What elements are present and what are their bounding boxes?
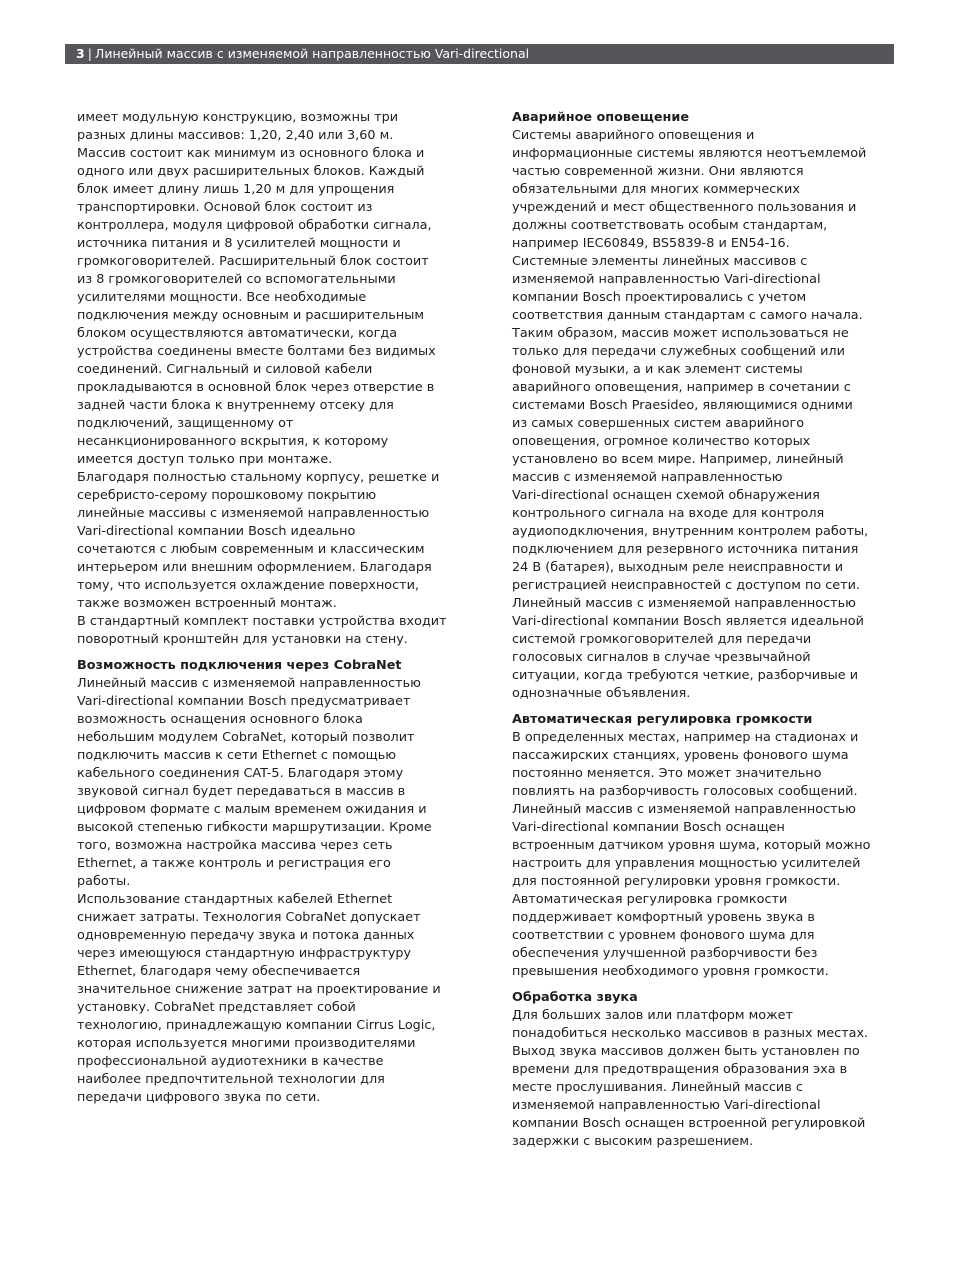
text-line: усилителями мощности. Все необходимые <box>77 290 367 305</box>
text-line: небольшим модулем CobraNet, который позволит <box>77 730 415 745</box>
text-line: также возможен встроенный монтаж. <box>77 596 337 611</box>
text-line: частью современной жизни. Они являются <box>512 164 804 179</box>
text-line: оповещения, огромное количество которых <box>512 434 811 449</box>
right-column <box>512 109 902 1151</box>
text-line: Использование стандартных кабелей Ethernet <box>77 892 393 907</box>
steel-paragraph <box>77 469 469 613</box>
text-line: задней части блока к внутреннему отсеку для <box>77 398 394 413</box>
text-line: серебристо-серому порошковому покрытию <box>77 488 377 503</box>
text-line: сочетаются с любым современным и классическим <box>77 542 425 557</box>
text-line: из 8 громкоговорителей со вспомогательными <box>77 272 396 287</box>
text-line: через имеющуюся стандартную инфраструктуру <box>77 946 412 961</box>
text-line: наиболее предпочтительной технологии для <box>77 1072 385 1087</box>
text-line: массив с изменяемой направленностью <box>512 470 783 485</box>
text-line: подключить массив к сети Ethernet с помощью <box>77 748 397 763</box>
text-line: Автоматическая регулировка громкости <box>512 892 788 907</box>
cobranet-paragraph <box>77 675 469 891</box>
text-line: устройства соединены вместе болтами без видимых <box>77 344 436 359</box>
text-line: голосовых сигналов в случае чрезвычайной <box>512 650 811 665</box>
text-line: установлено во всем мире. Например, линейный <box>512 452 844 467</box>
text-line: встроенным датчиком уровня шума, который можно <box>512 838 871 853</box>
text-line: обязательными для многих коммерческих <box>512 182 800 197</box>
text-line: одного или двух расширительных блоков. Каждый <box>77 164 425 179</box>
text-line: имеется доступ только при монтаже. <box>77 452 333 467</box>
text-line: поворотный кронштейн для установки на стену. <box>77 632 408 647</box>
text-line: звуковой сигнал будет передаваться в массив в <box>77 784 406 799</box>
text-line: транспортировки. Основой блок состоит из <box>77 200 373 215</box>
text-line: подключением для резервного источника питания <box>512 542 859 557</box>
text-line: постоянно меняется. Это может значительно <box>512 766 822 781</box>
text-line: соответствия данным стандартам с самого начала. <box>512 308 863 323</box>
header-separator: | <box>87 46 92 61</box>
text-line: Vari-directional компании Bosch оснащен <box>512 820 785 835</box>
text-line: линейные массивы с изменяемой направленностью <box>77 506 430 521</box>
text-line: подключений, защищенному от <box>77 416 294 431</box>
cobranet-heading: Возможность подключения через CobraNet <box>77 658 402 673</box>
text-line: Vari-directional оснащен схемой обнаружения <box>512 488 820 503</box>
text-line: фоновой музыки, а и как элемент системы <box>512 362 803 377</box>
bracket-paragraph <box>77 613 469 649</box>
text-line: В определенных местах, например на стадионах и <box>512 730 859 745</box>
text-line: компании Bosch оснащен встроенной регулировкой <box>512 1116 866 1131</box>
text-line: несанкционированного вскрытия, к которому <box>77 434 389 449</box>
text-line: громкоговорителей. Расширительный блок состоит <box>77 254 429 269</box>
text-line: технологию, принадлежащую компании Cirrus Logic, <box>77 1018 436 1033</box>
text-line: В стандартный комплект поставки устройства входит <box>77 614 447 629</box>
text-line: Vari-directional компании Bosch идеально <box>77 524 356 539</box>
text-line: соответствии с уровнем фонового шума для <box>512 928 815 943</box>
text-line: установку. CobraNet представляет собой <box>77 1000 356 1015</box>
volume-paragraph-2 <box>512 891 902 981</box>
text-line: обеспечения улучшенной разборчивости без <box>512 946 818 961</box>
text-line: передачи цифрового звука по сети. <box>77 1090 321 1105</box>
text-line: 24 В (батарея), выходным реле неисправности и <box>512 560 844 575</box>
text-line: высокой степенью гибкости маршрутизации. Кроме <box>77 820 432 835</box>
emergency-paragraph-3 <box>512 595 902 703</box>
text-line: пассажирских станциях, уровень фонового шума <box>512 748 849 763</box>
text-line: Ethernet, благодаря чему обеспечивается <box>77 964 361 979</box>
text-line: Линейный массив с изменяемой направленностью <box>512 802 856 817</box>
text-line: только для передачи служебных сообщений или <box>512 344 845 359</box>
text-line: профессиональной аудиотехники в качестве <box>77 1054 384 1069</box>
text-line: интерьером или внешним оформлением. Благодаря <box>77 560 432 575</box>
text-line: компании Bosch проектировались с учетом <box>512 290 807 305</box>
text-line: превышения необходимого уровня громкости. <box>512 964 829 979</box>
text-line: для постоянной регулировки уровня громкости. <box>512 874 841 889</box>
text-line: изменяемой направленностью Vari-directional <box>512 1098 821 1113</box>
text-line: блок имеет длину лишь 1,20 м для упрощения <box>77 182 395 197</box>
text-line: тому, что используется охлаждение поверхности, <box>77 578 420 593</box>
text-line: Ethernet, а также контроль и регистрация его <box>77 856 391 871</box>
sound-heading: Обработка звука <box>512 990 638 1005</box>
text-line: подключения между основным и расширительным <box>77 308 424 323</box>
text-line: возможность оснащения основного блока <box>77 712 363 727</box>
text-line: учреждений и мест общественного пользования и <box>512 200 857 215</box>
text-line: аварийного оповещения, например в сочетании с <box>512 380 851 395</box>
text-line: задержки с высоким разрешением. <box>512 1134 754 1149</box>
text-line: имеет модульную конструкцию, возможны три <box>77 110 399 125</box>
emergency-paragraph-2 <box>512 253 902 595</box>
text-line: одновременную передачу звука и потока данных <box>77 928 415 943</box>
text-line: значительное снижение затрат на проектирование и <box>77 982 441 997</box>
text-line: из самых совершенных систем аварийного <box>512 416 805 431</box>
text-line: контроллера, модуля цифровой обработки сигнала, <box>77 218 432 233</box>
page-number: 3 <box>76 46 85 61</box>
header-title: Линейный массив с изменяемой направленностью Vari-directional <box>94 46 530 61</box>
text-line: кабельного соединения CAT-5. Благодаря этому <box>77 766 404 781</box>
text-line: например IEC60849, BS5839-8 и EN54-16. <box>512 236 790 251</box>
text-line: соединений. Сигнальный и силовой кабели <box>77 362 373 377</box>
volume-paragraph-1 <box>512 729 902 891</box>
text-line: настроить для управления мощностью усилителей <box>512 856 861 871</box>
text-line: которая используется многими производителями <box>77 1036 416 1051</box>
text-line: регистрацией неисправностей с доступом по сети. <box>512 578 860 593</box>
ethernet-paragraph <box>77 891 469 1107</box>
text-line: того, возможна настройка массива через сеть <box>77 838 393 853</box>
text-line: Благодаря полностью стальному корпусу, решетке и <box>77 470 440 485</box>
sound-paragraph <box>512 1007 902 1151</box>
text-line: Системные элементы линейных массивов с <box>512 254 808 269</box>
text-line: системами Bosch Praesideo, являющимися одними <box>512 398 853 413</box>
text-line: Vari-directional компании Bosch является идеальной <box>512 614 864 629</box>
text-line: повлиять на разборчивость голосовых сообщений. <box>512 784 858 799</box>
text-line: блоком осуществляются автоматически, когда <box>77 326 398 341</box>
text-line: Vari-directional компании Bosch предусматривает <box>77 694 411 709</box>
text-line: аудиоподключения, внутренним контролем работы, <box>512 524 869 539</box>
text-line: разных длины массивов: 1,20, 2,40 или 3,60 м. <box>77 128 394 143</box>
text-line: Линейный массив с изменяемой направленностью <box>77 676 421 691</box>
text-line: Массив состоит как минимум из основного блока и <box>77 146 425 161</box>
text-line: цифровом формате с малым временем ожидания и <box>77 802 427 817</box>
text-line: Выход звука массивов должен быть установлен по <box>512 1044 860 1059</box>
text-line: однозначные объявления. <box>512 686 691 701</box>
text-line: работы. <box>77 874 131 889</box>
text-line: источника питания и 8 усилителей мощности и <box>77 236 401 251</box>
text-line: месте прослушивания. Линейный массив с <box>512 1080 803 1095</box>
text-line: контрольного сигнала на входе для контроля <box>512 506 825 521</box>
text-line: поддерживает комфортный уровень звука в <box>512 910 815 925</box>
text-line: ситуации, когда требуются четкие, разборчивые и <box>512 668 859 683</box>
text-line: Для больших залов или платформ может <box>512 1008 793 1023</box>
text-line: понадобиться несколько массивов в разных местах. <box>512 1026 869 1041</box>
text-line: Таким образом, массив может использоваться не <box>512 326 849 341</box>
text-line: Линейный массив с изменяемой направленностью <box>512 596 856 611</box>
emergency-heading: Аварийное оповещение <box>512 110 690 125</box>
text-line: прокладываются в основной блок через отверстие в <box>77 380 435 395</box>
text-line: изменяемой направленностью Vari-directional <box>512 272 821 287</box>
text-line: системой громкоговорителей для передачи <box>512 632 812 647</box>
text-line: Системы аварийного оповещения и <box>512 128 755 143</box>
text-line: информационные системы являются неотъемлемой <box>512 146 867 161</box>
emergency-paragraph-1 <box>512 127 902 253</box>
text-line: снижает затраты. Технология CobraNet допускает <box>77 910 421 925</box>
page-header-bar <box>65 44 894 64</box>
left-column <box>77 109 469 1107</box>
text-line: времени для предотвращения образования эха в <box>512 1062 848 1077</box>
intro-paragraph <box>77 109 469 469</box>
volume-heading: Автоматическая регулировка громкости <box>512 712 813 727</box>
text-line: должны соответствовать особым стандартам, <box>512 218 828 233</box>
